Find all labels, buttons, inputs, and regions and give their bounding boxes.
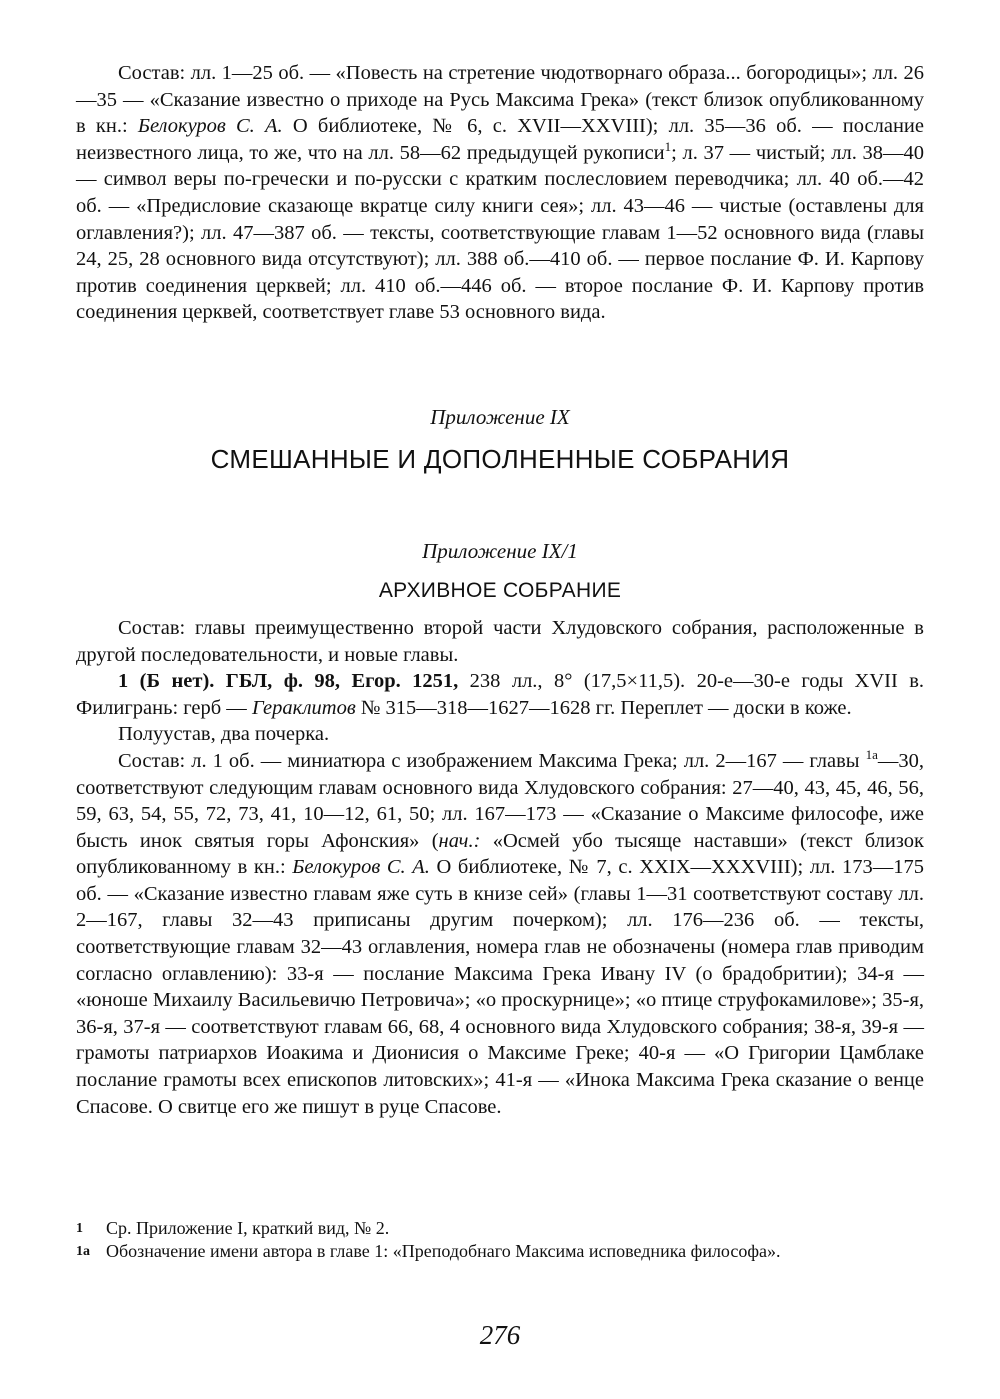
page-number: 276 xyxy=(479,1320,521,1350)
footnote-ref-1a[interactable]: 1а xyxy=(865,747,878,763)
sub-appendix-label: Приложение IX/1 xyxy=(422,538,578,563)
footnote-text: Ср. Приложение I, краткий вид, № 2. xyxy=(106,1218,390,1238)
script-description: Полуустав, два почерка. xyxy=(118,723,330,746)
footnote-mark: 1 xyxy=(76,1221,83,1236)
footnote xyxy=(76,1217,924,1240)
reference-author: Гераклитов xyxy=(251,696,356,719)
manuscript-id: 1 (Б нет). ГБЛ, ф. 98, Егор. 1251, xyxy=(118,670,459,693)
collection-intro: Состав: главы преимущественно второй части Хлудовского собрания, расположенные в другой последовательности, и новые главы. xyxy=(76,616,924,666)
previous-manuscript-contents: Состав: лл. 1—25 об. — «Повесть на стретение чюдотворнаго образа... богородицы»; лл. 26—35 — «Сказание известно о приходе на Русь Максима Грека» (текст близок опубликованному в кн.: Белокуров С. А. О библиотеке, № 6, с. XVII—XXVIII); лл. 35—36 об. — послание неизвестного лица, то же, что на лл. 58—62 предыдущей рукописи$^1$; л. 37 — чистый; лл. 38—40 — символ веры по-гречески и по-русски с кратким послесловием переводчика; лл. 40 об.—42 об. — «Предисловие сказающе вкратце силу книги сея»; лл. 43—46 — чистые (оставлены для оглавления?); лл. 47—387 об. — тексты, соответствующие главам 1—52 основного вида (главы 24, 25, 28 основного вида отсутствуют); лл. 388 об.—410 об. — первое послание Ф. И. Карпову против соединения церквей; лл. 410 об.—446 об. — второе послание Ф. И. Карпову против соединения церквей, соответствует главе 53 основного вида. xyxy=(76,62,925,324)
footnote-mark: 1а xyxy=(76,1244,90,1259)
footnote-text: Обозначение имени автора в главе 1: «Преподобнаго Максима исповедника философа». xyxy=(106,1241,781,1261)
reference-author: Белокуров С. А. xyxy=(137,115,283,138)
footnote-ref-1[interactable]: 1 xyxy=(664,138,672,154)
reference-author: Белокуров С. А. xyxy=(292,856,430,879)
page-body xyxy=(76,60,924,1120)
manuscript-entry: 1 (Б нет). ГБЛ, ф. 98, Егор. 1251, 238 лл., 8° (17,5×11,5). 20-е—30-е годы XVII в. Филигрань: герб — Гераклитов № 315—318—1627—1628 гг. Переплет — доски в коже. xyxy=(76,670,924,719)
manuscript-contents: Состав: л. 1 об. — миниатюра с изображением Максима Грека; лл. 2—167 — главы $^{1а}$—30, соответствуют следующим главам основного вида Хлудовского собрания: 27—40, 43, 45, 46, 56, 59, 63, 54, 55, 72, 73, 41, 10—12, 61, 50; лл. 167—173 — «Сказание о Максиме философе, иже бысть инок святыя горы Афонския» (нач.: «Осмей убо тысяще наставши» (текст близок опубликованному в кн.: Белокуров С. А. О библиотеке, № 7, с. XXIX—XXXVIII); лл. 173—175 об. — «Сказание известно главам яже суть в книзе сей» (главы 1—31 соответствуют составу лл. 2—167, главы 32—43 приписаны другим почерком); лл. 176—236 об. — тексты, соответствующие главам 32—43 оглавления, номера глав не обозначены (номера глав приводим согласно оглавлению): 33-я — послание Максима Грека Ивану IV (о брадобритии); 34-я — «юноше Михаилу Васильевичю Петровича»; «о проскурнице»; «о птице струфокамилове»; 35-я, 36-я, 37-я — соответствуют главам 66, 68, 4 основного вида Хлудовского собрания; 38-я, 39-я — грамоты патриархов Иоакима и Дионисия о Максиме Греке; 40-я — «О Григории Цамблаке послание грамоты всех епископов литовских»; 41-я — «Инока Максима Грека сказание о венце Спасове. О свитце его же пишут в руце Спасове. xyxy=(76,747,924,1118)
sub-appendix-title: АРХИВНОЕ СОБРАНИЕ xyxy=(378,578,622,602)
footnotes xyxy=(76,1217,924,1263)
footnote xyxy=(76,1240,924,1263)
appendix-label: Приложение IX xyxy=(430,404,570,429)
appendix-title: СМЕШАННЫЕ И ДОПОЛНЕННЫЕ СОБРАНИЯ xyxy=(210,443,790,474)
